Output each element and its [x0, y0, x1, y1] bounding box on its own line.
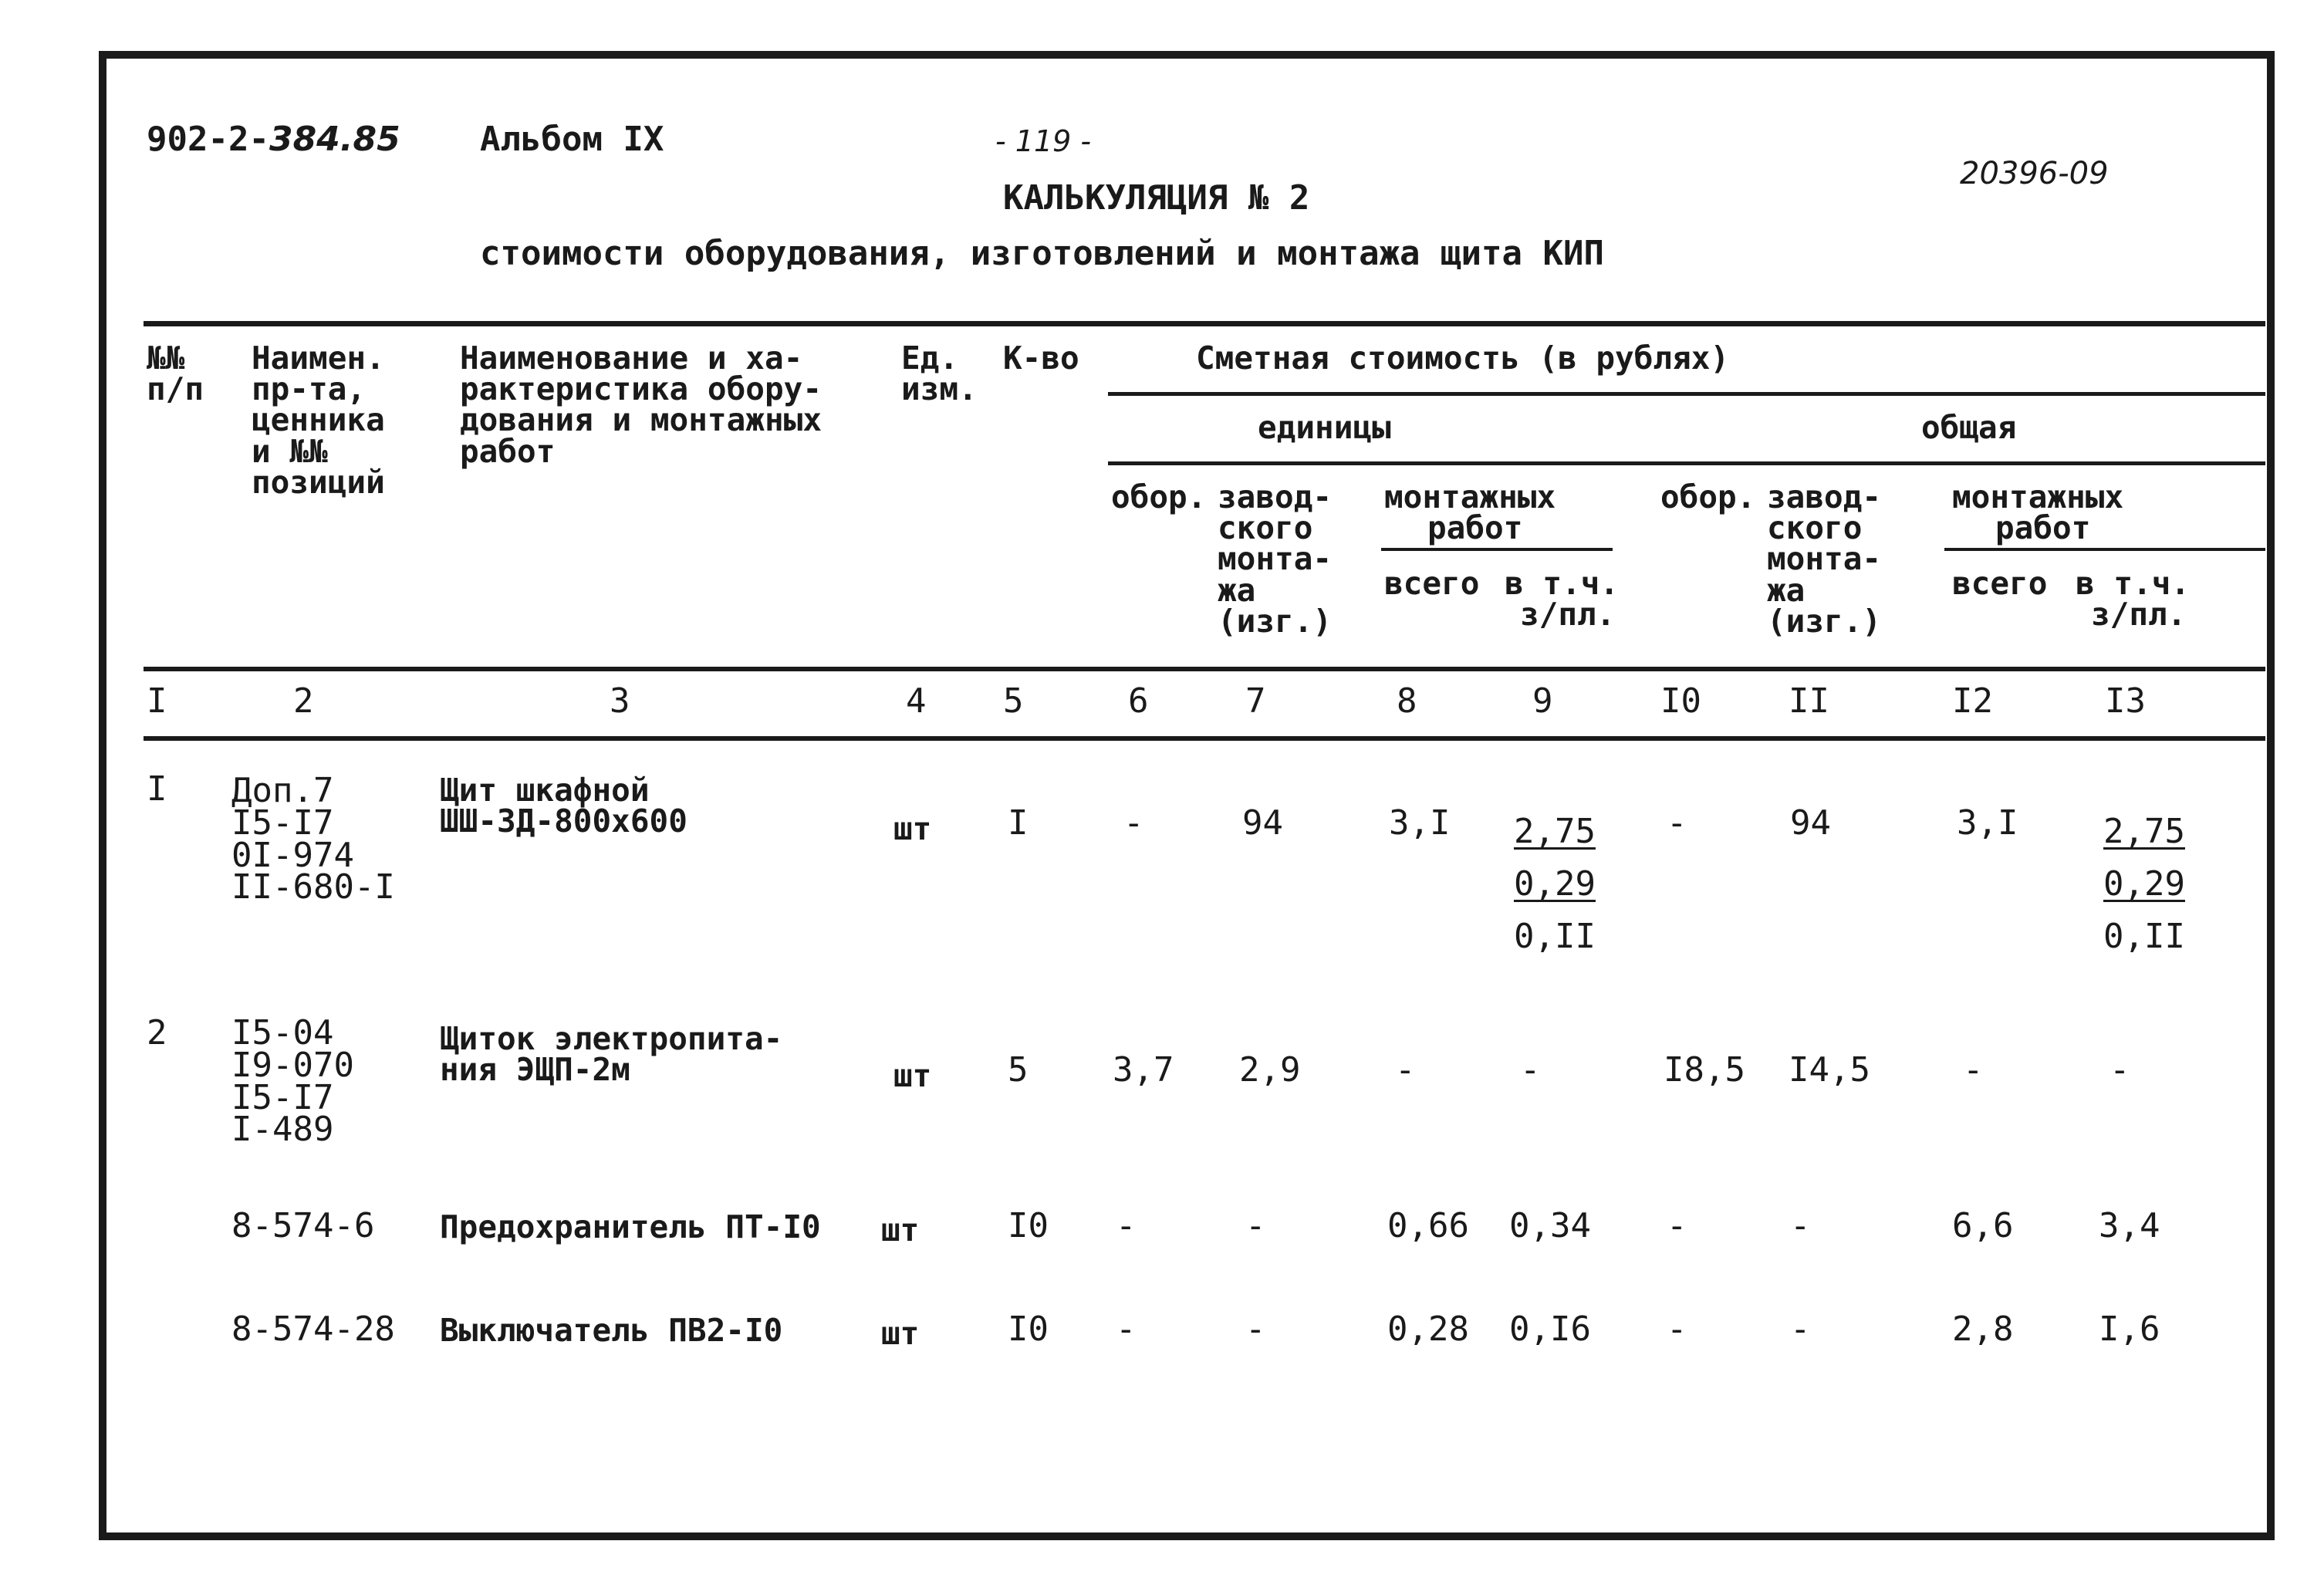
- header-code-line: ценника: [252, 401, 385, 439]
- row-unit: шт: [893, 810, 932, 847]
- cell-install-unit: 3,I: [1389, 803, 1451, 843]
- header-name-line: Наименование и ха-: [460, 340, 803, 377]
- header-incl-wage-line: в т.ч.: [1505, 565, 1620, 602]
- cell-wage-unit: 0,34: [1509, 1206, 1591, 1245]
- header-incl-wage-line: з/пл.: [2091, 596, 2187, 634]
- row-qty: I: [1008, 803, 1029, 843]
- cell-equip-total: I8,5: [1664, 1050, 1745, 1090]
- header-total-cost: общая: [1921, 409, 2017, 446]
- row-code-line: I5-04: [231, 1013, 334, 1053]
- colnum-bottom-rule: [144, 736, 2265, 741]
- cell-equip-total: -: [1667, 1206, 1687, 1245]
- header-install-unit: [1384, 478, 1556, 547]
- header-factory-line: (изг.): [1218, 602, 1333, 640]
- header-cost-group: Сметная стоимость (в рублях): [1196, 340, 1730, 377]
- cell-wage-line: 0,29: [2103, 864, 2185, 904]
- column-number: 8: [1397, 681, 1417, 721]
- header-total-word-unit: всего: [1384, 565, 1480, 602]
- row-code-line: I5-I7: [231, 1077, 334, 1117]
- header-name: [460, 340, 822, 470]
- header-factory-line: монта-: [1218, 540, 1333, 578]
- install-unit-underline: [1381, 548, 1613, 551]
- header-factory-line: ского: [1767, 509, 1863, 547]
- cell-wage-unit: [1514, 806, 1596, 964]
- cell-equip-unit: -: [1116, 1206, 1137, 1245]
- document-title: КАЛЬКУЛЯЦИЯ № 2: [1003, 178, 1310, 218]
- row-name: Предохранитель ПТ-I0: [440, 1208, 821, 1245]
- cell-wage-unit: 0,I6: [1509, 1309, 1591, 1349]
- header-num: [147, 340, 204, 408]
- header-incl-wage-line: з/пл.: [1520, 596, 1616, 634]
- cell-factory-unit: -: [1245, 1309, 1266, 1349]
- cell-install-unit: 0,28: [1387, 1309, 1469, 1349]
- row-qty: I0: [1008, 1309, 1049, 1349]
- row-name: [440, 1020, 783, 1089]
- stamp-number: 20396-09: [1960, 156, 2109, 191]
- column-number: I0: [1660, 681, 1701, 721]
- row-code-line: 0I-974: [231, 835, 354, 875]
- cell-factory-total: 94: [1790, 803, 1831, 843]
- row-name-line: Щиток электропита-: [440, 1020, 783, 1057]
- row-number: I: [147, 769, 167, 809]
- document-subtitle: стоимости оборудования, изготовлений и монтажа щита КИП: [480, 234, 1604, 273]
- cell-wage-total: I,6: [2099, 1309, 2160, 1349]
- row-unit: шт: [881, 1211, 920, 1249]
- header-code-line: пр-та,: [252, 370, 367, 408]
- cell-factory-total: -: [1790, 1206, 1811, 1245]
- row-code-line: I9-070: [231, 1045, 354, 1085]
- header-incl-wage-total: [2076, 565, 2191, 634]
- cell-equip-unit: 3,7: [1113, 1050, 1174, 1090]
- header-code-line: позиций: [252, 463, 385, 501]
- cell-factory-unit: -: [1245, 1206, 1266, 1245]
- cell-equip-unit: -: [1123, 803, 1144, 843]
- row-number: 2: [147, 1013, 167, 1053]
- header-equip-total: обор.: [1660, 478, 1756, 515]
- header-code-line: и №№: [252, 432, 328, 470]
- row-code-line: Доп.7: [231, 771, 334, 810]
- cell-install-total: -: [1963, 1050, 1984, 1090]
- header-incl-wage-unit: [1505, 565, 1620, 634]
- cell-wage-total: [2103, 806, 2185, 964]
- header-install-total: [1952, 478, 2124, 547]
- column-number: 6: [1128, 681, 1149, 721]
- header-factory-line: жа: [1767, 571, 1805, 609]
- album-label: Альбом IX: [480, 120, 664, 159]
- cell-wage-line: 0,II: [1514, 917, 1596, 957]
- row-code: [231, 1013, 354, 1150]
- row-code: [231, 771, 395, 907]
- header-install-line: работ: [1427, 509, 1523, 547]
- header-unit-line: изм.: [901, 370, 978, 408]
- install-total-underline: [1944, 548, 2265, 551]
- row-unit: шт: [893, 1057, 932, 1094]
- row-name: Выключатель ПВ2-I0: [440, 1312, 783, 1349]
- column-number: 9: [1532, 681, 1553, 721]
- column-number: 3: [610, 681, 630, 721]
- header-incl-wage-line: в т.ч.: [2076, 565, 2191, 602]
- doc-number-printed: 902-2-: [147, 120, 269, 159]
- header-equip-unit: обор.: [1111, 478, 1207, 515]
- cell-wage-total: -: [2110, 1050, 2130, 1090]
- page-frame: [99, 51, 2275, 1540]
- cell-equip-unit: -: [1116, 1309, 1137, 1349]
- doc-number-handwritten: 384.85: [269, 120, 400, 159]
- header-factory-line: завод-: [1218, 478, 1333, 515]
- header-unit: [901, 340, 978, 408]
- column-number: I2: [1952, 681, 1993, 721]
- cell-wage-line: 2,75: [2103, 812, 2185, 851]
- row-qty: 5: [1008, 1050, 1029, 1090]
- header-install-line: монтажных: [1384, 478, 1556, 515]
- row-unit: шт: [881, 1315, 920, 1352]
- row-name-line: ния ЭЩП-2м: [440, 1051, 630, 1089]
- cell-factory-unit: 94: [1242, 803, 1283, 843]
- row-code: 8-574-28: [231, 1309, 395, 1349]
- row-name: [440, 772, 687, 840]
- cell-wage-line: 0,II: [2103, 917, 2185, 957]
- unit-total-rule: [1108, 461, 2265, 465]
- page-number: - 119 -: [995, 124, 1092, 158]
- cell-wage-line: 0,29: [1514, 864, 1596, 904]
- header-unit-line: Ед.: [901, 340, 959, 377]
- cell-install-total: 2,8: [1952, 1309, 2014, 1349]
- header-factory-line: завод-: [1767, 478, 1882, 515]
- cell-equip-total: -: [1667, 1309, 1687, 1349]
- header-unit-cost: единицы: [1258, 409, 1391, 446]
- column-number: I3: [2105, 681, 2146, 721]
- column-number: 5: [1003, 681, 1024, 721]
- header-bottom-rule: [144, 667, 2265, 671]
- column-number: 7: [1245, 681, 1266, 721]
- header-factory-line: жа: [1218, 571, 1256, 609]
- cell-equip-total: -: [1667, 803, 1687, 843]
- header-factory-line: ского: [1218, 509, 1313, 547]
- row-name-line: ШШ-3Д-800х600: [440, 803, 687, 840]
- cost-group-rule: [1108, 392, 2265, 396]
- column-number: II: [1789, 681, 1829, 721]
- cell-wage-line: 2,75: [1514, 812, 1596, 851]
- header-name-line: рактеристика обору-: [460, 370, 822, 408]
- header-factory-line: монта-: [1767, 540, 1882, 578]
- doc-number: [147, 122, 400, 157]
- cell-install-unit: -: [1395, 1050, 1416, 1090]
- row-name-line: Щит шкафной: [440, 772, 650, 809]
- table-top-rule: [144, 321, 2265, 326]
- header-install-line: работ: [1995, 509, 2091, 547]
- cell-wage-total: 3,4: [2099, 1206, 2160, 1245]
- cell-install-total: 3,I: [1957, 803, 2018, 843]
- header-factory-line: (изг.): [1767, 602, 1882, 640]
- cell-factory-total: I4,5: [1789, 1050, 1870, 1090]
- header-install-line: монтажных: [1952, 478, 2124, 515]
- cell-install-total: 6,6: [1952, 1206, 2014, 1245]
- header-factory-total: [1767, 478, 1882, 640]
- cell-install-unit: 0,66: [1387, 1206, 1469, 1245]
- header-code: [252, 340, 385, 501]
- header-factory-unit: [1218, 478, 1333, 640]
- row-qty: I0: [1008, 1206, 1049, 1245]
- cell-wage-unit: -: [1520, 1050, 1541, 1090]
- row-code: 8-574-6: [231, 1206, 375, 1245]
- column-number: 4: [906, 681, 927, 721]
- row-code-line: II-680-I: [231, 867, 395, 907]
- row-code-line: I5-I7: [231, 803, 334, 843]
- header-total-word-total: всего: [1952, 565, 2048, 602]
- header-code-line: Наимен.: [252, 340, 385, 377]
- header-name-line: дования и монтажных: [460, 401, 822, 439]
- cell-factory-unit: 2,9: [1239, 1050, 1301, 1090]
- column-number: I: [147, 681, 167, 721]
- cell-factory-total: -: [1790, 1309, 1811, 1349]
- row-code-line: I-489: [231, 1110, 334, 1150]
- header-num-line: №№: [147, 340, 185, 377]
- header-num-line: п/п: [147, 370, 204, 408]
- column-number: 2: [293, 681, 314, 721]
- header-name-line: работ: [460, 432, 556, 470]
- header-qty: К-во: [1003, 340, 1079, 377]
